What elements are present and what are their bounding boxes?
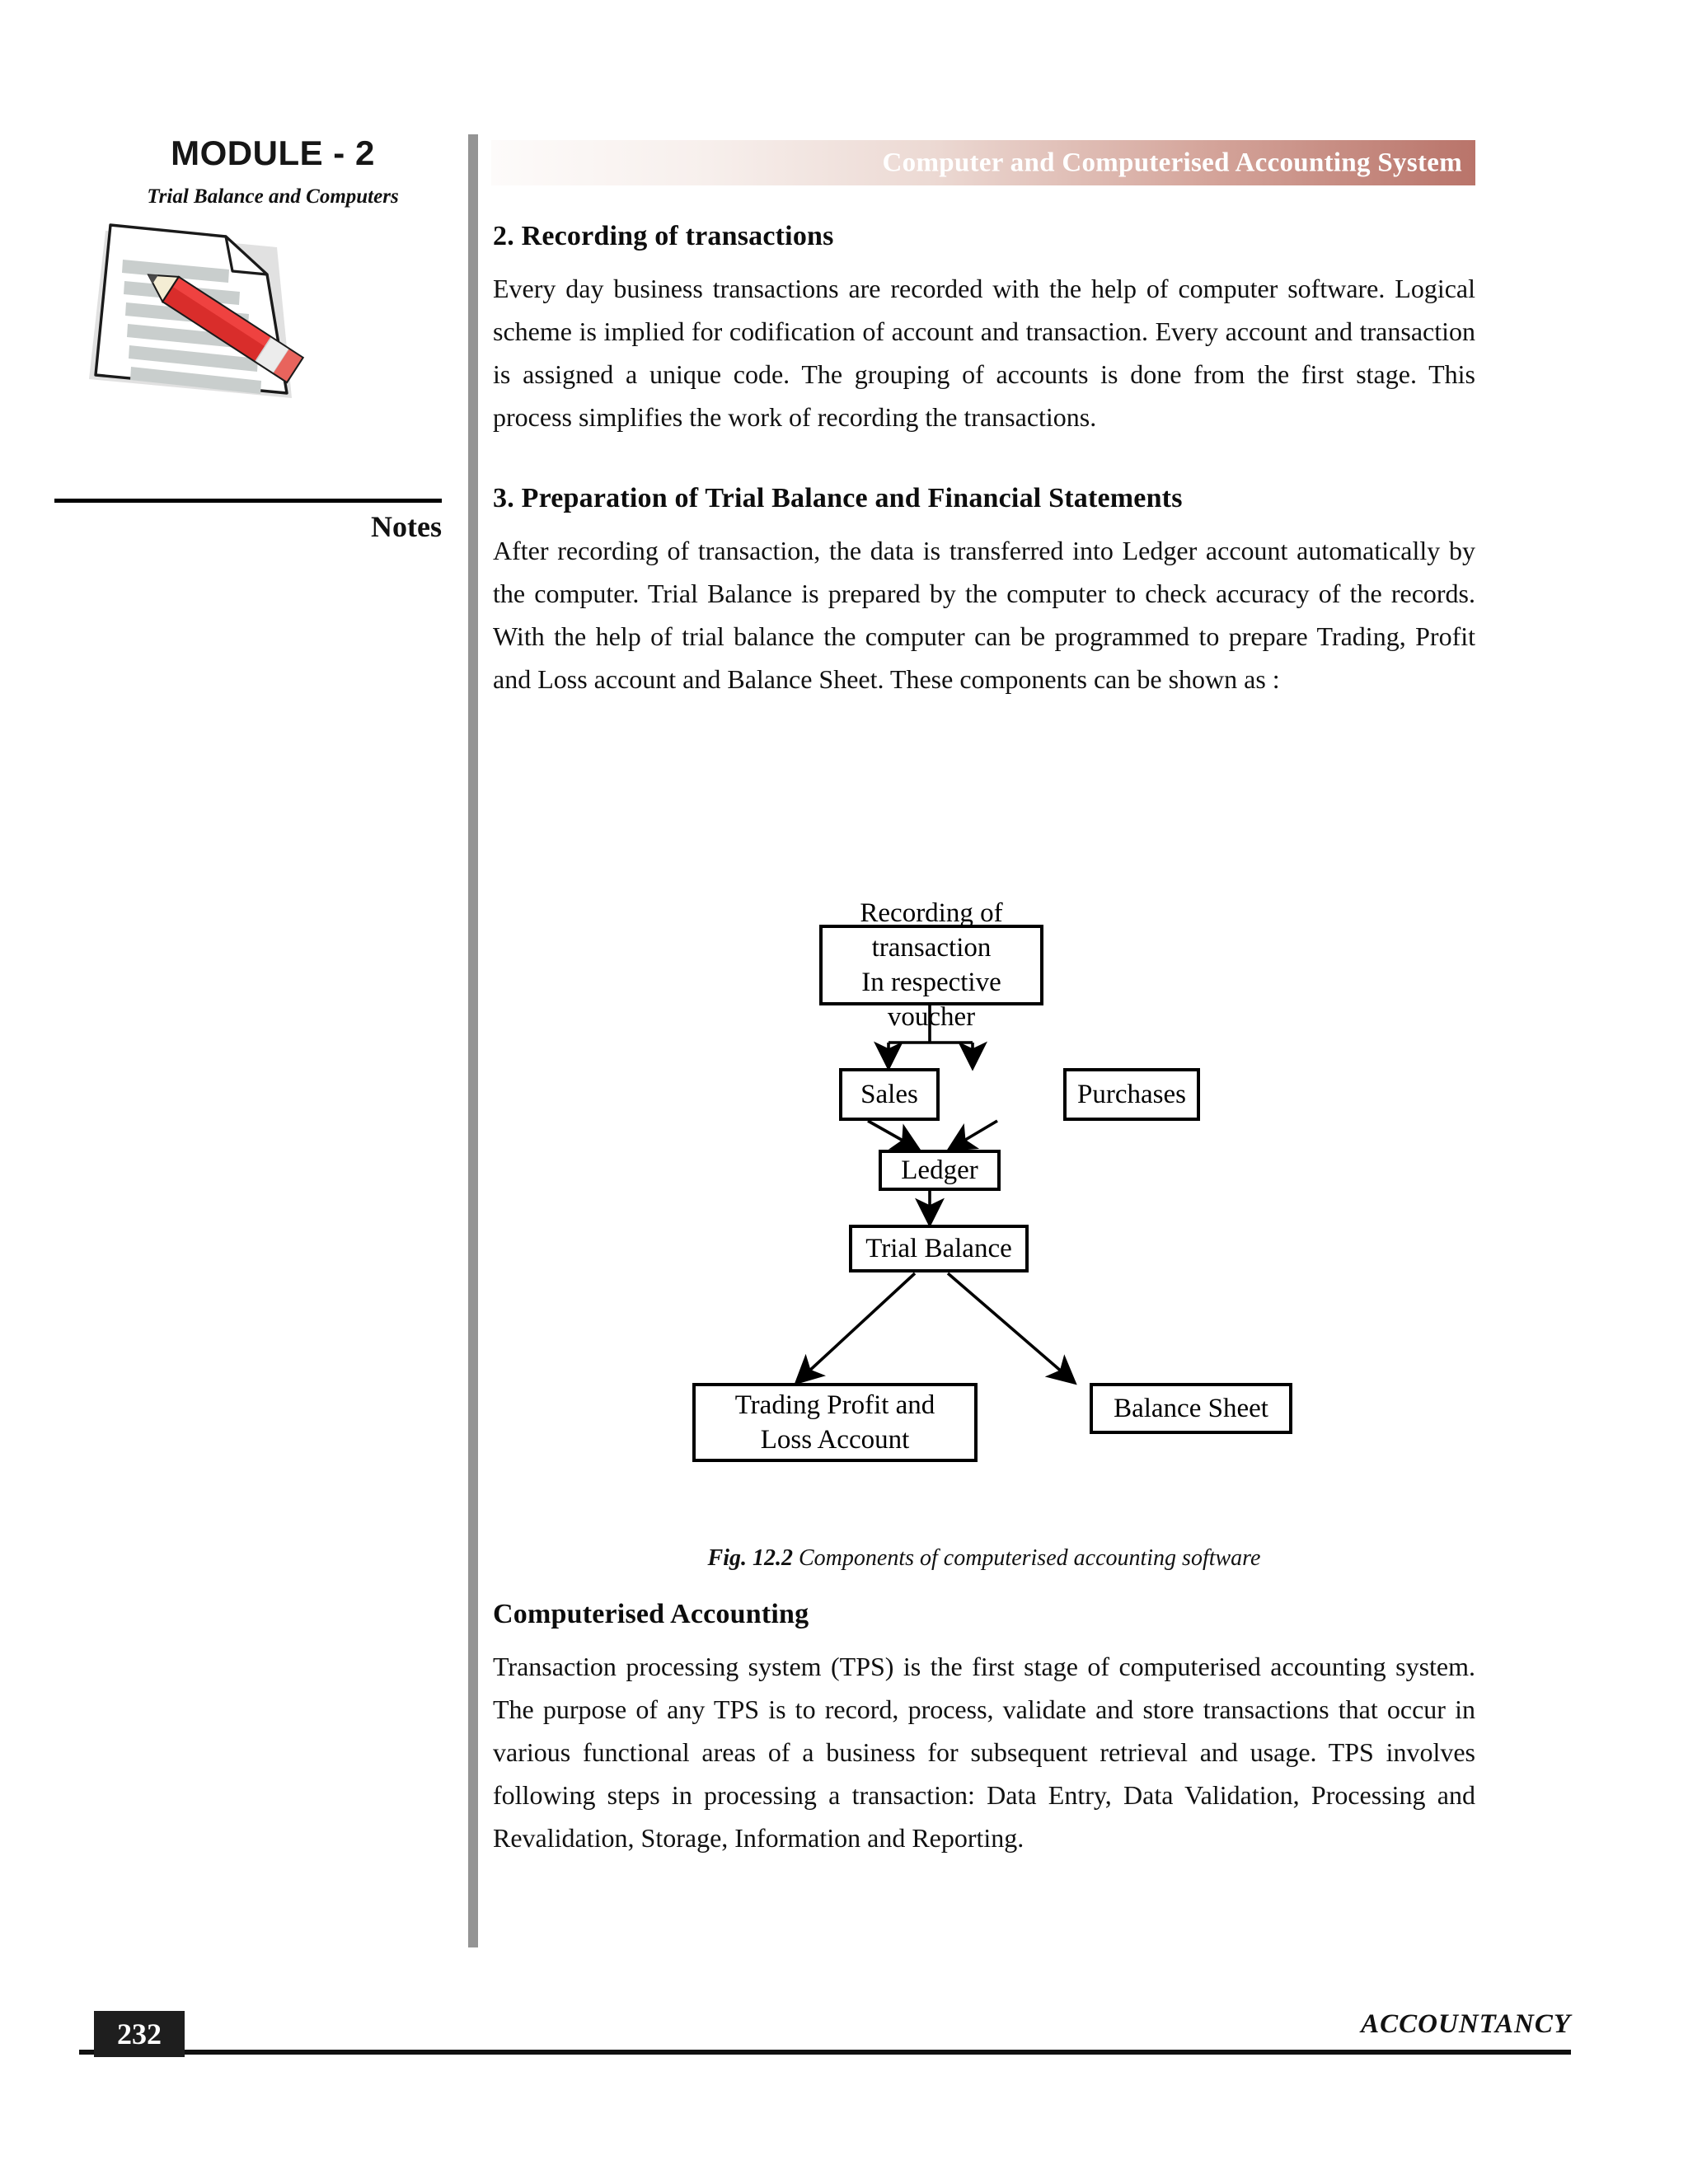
figure-caption-label: Fig. 12.2 <box>707 1545 793 1571</box>
flow-node-balance-sheet-label: Balance Sheet <box>1114 1394 1268 1423</box>
section-heading-2: 2. Recording of transactions <box>493 221 834 251</box>
column-divider <box>468 134 478 1947</box>
section-paragraph-3: After recording of transaction, the data is transferred into Ledger account automatically by the computer. Trial Balance is prepared by the computer to check accuracy of the records. With the help of trial balance the computer can be programmed to prepare Trading, Profit and Loss account and Balance Sheet. These components can be shown as : <box>493 536 1475 694</box>
running-head-banner <box>491 140 1475 185</box>
flow-node-recording-line2: In respective voucher <box>861 968 1001 1032</box>
flow-node-trading-pl-line1: Trading Profit and <box>734 1390 935 1420</box>
figure-caption <box>493 1545 1475 1572</box>
module-title: MODULE - 2 <box>171 134 375 172</box>
flow-node-balance-sheet <box>1090 1383 1292 1434</box>
footer-subject-label: ACCOUNTANCY <box>1361 2009 1571 2039</box>
main-content-column <box>493 221 1475 710</box>
footer-rule <box>79 2050 1571 2055</box>
flowchart-figure <box>493 898 1475 1558</box>
page-number-badge <box>94 2011 185 2057</box>
flow-node-recording <box>819 898 1043 1032</box>
flow-node-purchases-label: Purchases <box>1077 1080 1186 1109</box>
left-margin-column <box>79 124 467 1937</box>
section-heading-computerised-accounting: Computerised Accounting <box>493 1599 809 1629</box>
section-paragraph-2: Every day business transactions are recorded with the help of computer software. Logical scheme is implied for codification of account and transaction. Every account and transaction is assigned a unique code. The grouping of accounts is done from the first stage. This process simplifies the work of recording the transactions. <box>493 274 1475 432</box>
module-subtitle: Trial Balance and Computers <box>147 185 399 208</box>
flow-node-purchases <box>1063 1068 1200 1121</box>
section-heading-3: 3. Preparation of Trial Balance and Financial Statements <box>493 483 1183 513</box>
bottom-content-column <box>493 1599 1475 1869</box>
flow-node-ledger-label: Ledger <box>901 1155 978 1185</box>
flow-node-trading-pl <box>692 1383 978 1462</box>
running-head-title: Computer and Computerised Accounting System <box>882 148 1462 177</box>
flow-node-sales-label: Sales <box>860 1080 918 1109</box>
flow-node-sales <box>839 1068 940 1121</box>
notepad-with-pencil-icon <box>71 210 343 416</box>
section-paragraph-computerised-accounting: Transaction processing system (TPS) is the first stage of computerised accounting system. The purpose of any TPS is to record, process, validate and store transactions that occur in various functional areas of a business for subsequent retrieval and usage. TPS involves following steps in processing a transaction: Data Entry, Data Validation, Processing and Revalidation, Storage, Information and Reporting. <box>493 1652 1475 1853</box>
flow-node-trial-balance-label: Trial Balance <box>865 1234 1012 1263</box>
flow-node-ledger <box>879 1150 1001 1191</box>
figure-caption-text: Components of computerised accounting software <box>799 1545 1261 1571</box>
flow-node-trial-balance <box>849 1225 1029 1272</box>
page-number: 232 <box>117 2018 162 2050</box>
flow-node-trading-pl-line2: Loss Account <box>760 1425 910 1455</box>
notepad-with-pencil-svg <box>71 210 343 416</box>
notes-divider-rule <box>54 499 442 503</box>
notes-label: Notes <box>371 510 442 543</box>
flow-node-recording-line1: Recording of transaction <box>860 898 1003 963</box>
